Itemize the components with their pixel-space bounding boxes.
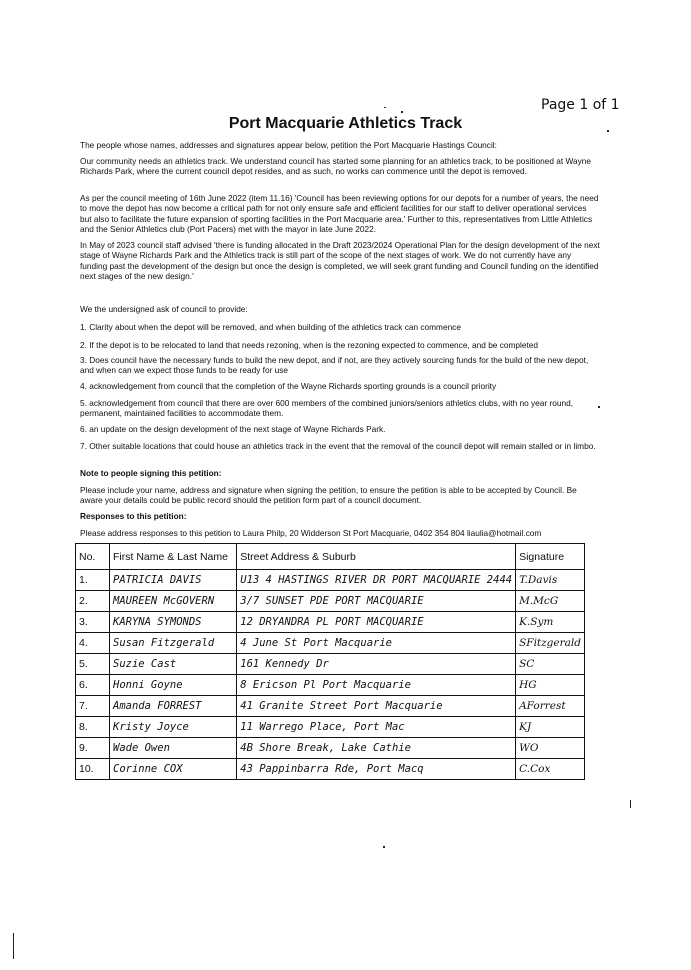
intro-text: The people whose names, addresses and signatures appear below, petition the Port Macquarie Hastings Council:	[80, 140, 497, 150]
signature-table	[75, 543, 585, 780]
scan-speck	[384, 107, 386, 108]
note-heading: Note to people signing this petition:	[80, 468, 222, 478]
responses-heading: Responses to this petition:	[80, 511, 187, 521]
ask-item-6: 6. an update on the design development of the next stage of Wayne Richards Park.	[80, 424, 386, 434]
ask-item-2: 2. If the depot is to be relocated to land that needs rezoning, when is the rezoning expected to commence, and be completed	[80, 340, 539, 350]
scan-speck	[598, 406, 600, 408]
signer-signature: C.Cox	[516, 759, 585, 780]
table-row	[76, 675, 585, 696]
table-row	[76, 654, 585, 675]
scan-speck	[401, 111, 403, 113]
signer-signature: T.Davis	[516, 570, 585, 591]
signer-signature: HG	[516, 675, 585, 696]
table-row	[76, 570, 585, 591]
row-number: 3.	[76, 612, 110, 633]
signer-signature: K.Sym	[516, 612, 585, 633]
signer-address: 43 Pappinbarra Rde, Port Macq	[237, 759, 516, 780]
signer-signature: KJ	[516, 717, 585, 738]
row-number: 6.	[76, 675, 110, 696]
responses-text: Please address responses to this petition to Laura Philp, 20 Widderson St Port Macquarie, 0402 354 804 liaulia@hotmail.com	[80, 528, 542, 538]
row-number: 1.	[76, 570, 110, 591]
header-name: First Name & Last Name	[110, 544, 237, 570]
paragraph-may-2023: In May of 2023 council staff advised 'there is funding allocated in the Draft 2023/2024 Operational Plan for the design development of the next stage of Wayne Richards Park and the Athletics track is still part of the scope of the next stages of work. We do not currently have any funding past the development of the design but once the design is completed, we will seek grant funding and Council funding on the identified next stages of the new design.'	[80, 240, 600, 282]
table-row	[76, 696, 585, 717]
row-number: 10.	[76, 759, 110, 780]
table-row	[76, 717, 585, 738]
signer-address: 3/7 SUNSET PDE PORT MACQUARIE	[237, 591, 516, 612]
table-row	[76, 633, 585, 654]
signer-address: 12 DRYANDRA PL PORT MACQUARIE	[237, 612, 516, 633]
scan-edge-mark	[13, 933, 14, 959]
paragraph-council-meeting: As per the council meeting of 16th June 2022 (item 11.16) 'Council has been reviewing options for our depots for a number of years, the need to move the depot has now become a critical path for not only ensure safe and efficient facilities for our staff to deliver operational services but also to facilitate the future expansion of sporting facilities in the Port Macquarie area.' Further to this, representatives from Little Athletics and the Senior Athletics club (Port Pacers) met with the mayor in late June 2022.	[80, 193, 599, 235]
signer-name: Honni Goyne	[110, 675, 237, 696]
page-number: Page 1 of 1	[541, 97, 620, 113]
signer-signature: SC	[516, 654, 585, 675]
ask-item-4: 4. acknowledgement from council that the completion of the Wayne Richards sporting grounds is a council priority	[80, 381, 497, 391]
table-row	[76, 738, 585, 759]
signer-signature: WO	[516, 738, 585, 759]
signer-address: U13 4 HASTINGS RIVER DR PORT MACQUARIE 2444	[237, 570, 516, 591]
row-number: 2.	[76, 591, 110, 612]
signer-signature: AForrest	[516, 696, 585, 717]
table-row	[76, 759, 585, 780]
row-number: 4.	[76, 633, 110, 654]
note-text: Please include your name, address and signature when signing the petition, to ensure the petition is able to be accepted by Council. Be aware your details could be public record should the petition form part of a council document.	[80, 485, 577, 506]
table-row	[76, 591, 585, 612]
scan-speck	[630, 800, 631, 808]
row-number: 7.	[76, 696, 110, 717]
signer-name: PATRICIA DAVIS	[110, 570, 237, 591]
paragraph-community-need: Our community needs an athletics track. We understand council has started some planning for an athletics track, to be positioned at Wayne Richards Park, where the current council depot resides, and as such, no works can commence until the depot is removed.	[80, 156, 591, 177]
signer-address: 161 Kennedy Dr	[237, 654, 516, 675]
signer-signature: M.McG	[516, 591, 585, 612]
row-number: 9.	[76, 738, 110, 759]
signer-name: Susan Fitzgerald	[110, 633, 237, 654]
signer-address: 41 Granite Street Port Macquarie	[237, 696, 516, 717]
table-row	[76, 612, 585, 633]
header-address: Street Address & Suburb	[237, 544, 516, 570]
header-signature: Signature	[516, 544, 585, 570]
signer-name: Kristy Joyce	[110, 717, 237, 738]
row-number: 5.	[76, 654, 110, 675]
header-no: No.	[76, 544, 110, 570]
ask-item-3: 3. Does council have the necessary funds to build the new depot, and if not, are they actively sourcing funds for the build of the new depot, and when can we expect those funds to be ready for use	[80, 355, 589, 376]
signer-address: 4 June St Port Macquarie	[237, 633, 516, 654]
ask-item-5: 5. acknowledgement from council that there are over 600 members of the combined juniors/seniors athletics clubs, with no year round, permanent, maintained facilities to accommodate them.	[80, 398, 573, 419]
scan-speck	[383, 846, 385, 848]
scan-speck	[607, 130, 609, 132]
ask-item-7: 7. Other suitable locations that could house an athletics track in the event that the removal of the council depot will remain stalled or in limbo.	[80, 441, 596, 451]
signer-name: Corinne COX	[110, 759, 237, 780]
signer-signature: SFitzgerald	[516, 633, 585, 654]
ask-item-1: 1. Clarity about when the depot will be removed, and when building of the athletics track can commence	[80, 322, 461, 332]
signer-address: 11 Warrego Place, Port Mac	[237, 717, 516, 738]
signer-name: Wade Owen	[110, 738, 237, 759]
signer-name: MAUREEN McGOVERN	[110, 591, 237, 612]
table-header-row	[76, 544, 585, 570]
signer-name: Suzie Cast	[110, 654, 237, 675]
signer-name: Amanda FORREST	[110, 696, 237, 717]
row-number: 8.	[76, 717, 110, 738]
ask-intro: We the undersigned ask of council to provide:	[80, 304, 248, 314]
petition-title: Port Macquarie Athletics Track	[228, 115, 463, 132]
signer-name: KARYNA SYMONDS	[110, 612, 237, 633]
signer-address: 4B Shore Break, Lake Cathie	[237, 738, 516, 759]
signer-address: 8 Ericson Pl Port Macquarie	[237, 675, 516, 696]
